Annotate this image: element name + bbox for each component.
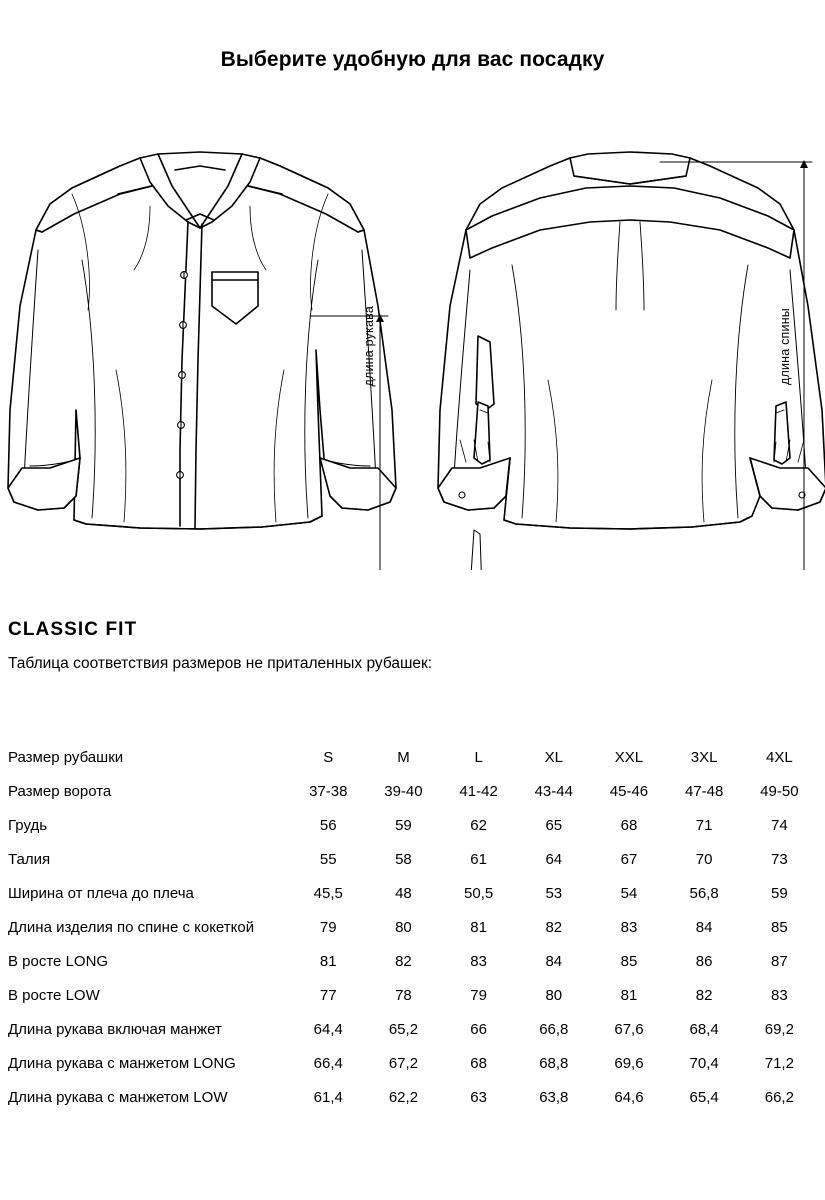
cell: 70,4 (689, 1054, 719, 1072)
table-row (8, 1012, 817, 1046)
row-label: Длина изделия по спине с кокеткой (8, 918, 255, 936)
header-cell-3xl: 3XL (690, 748, 718, 766)
cell: 66,8 (539, 1020, 569, 1038)
table-row (8, 842, 817, 876)
page-title: Выберите удобную для вас посадку (220, 48, 605, 71)
header-cell-s: S (323, 748, 334, 766)
cell: 64,4 (313, 1020, 343, 1038)
cell: 41-42 (459, 782, 498, 800)
cell: 66 (470, 1020, 487, 1038)
cell: 83 (470, 952, 487, 970)
row-label: Талия (8, 850, 51, 868)
cell: 73 (771, 850, 788, 868)
header-cell-m: M (397, 748, 410, 766)
cell: 64 (545, 850, 563, 868)
table-row (8, 910, 817, 944)
cell: 67 (620, 850, 638, 868)
cell: 81 (319, 952, 337, 970)
cell: 63,8 (539, 1088, 569, 1106)
cell: 62,2 (388, 1088, 419, 1106)
cell: 66,4 (313, 1054, 343, 1072)
cell: 81 (470, 918, 487, 936)
cell: 78 (395, 986, 412, 1004)
cell: 66,2 (764, 1088, 794, 1106)
cell: 64,6 (614, 1088, 644, 1106)
cell: 54 (620, 884, 638, 902)
cell: 56,8 (689, 884, 719, 902)
cell: 50,5 (464, 884, 494, 902)
cell: 37-38 (309, 782, 348, 800)
cell: 45,5 (313, 884, 343, 902)
cell: 82 (395, 952, 412, 970)
cell: 45-46 (609, 782, 649, 800)
cell: 68 (620, 816, 638, 834)
cell: 61,4 (313, 1088, 343, 1106)
cell: 49-50 (760, 782, 799, 800)
cell: 83 (620, 918, 638, 936)
row-label: В росте LONG (8, 952, 109, 970)
cell: 79 (319, 918, 337, 936)
cell: 69,2 (764, 1020, 794, 1038)
cell: 74 (771, 816, 788, 834)
cell: 70 (695, 850, 713, 868)
row-label: Грудь (8, 816, 48, 834)
row-label: Длина рукава с манжетом LOW (8, 1088, 228, 1106)
table-row (8, 1080, 817, 1114)
table-header-row (8, 740, 817, 774)
sleeve-length-label: длина рукава (362, 306, 376, 387)
cell: 65,2 (388, 1020, 419, 1038)
cell: 71,2 (764, 1054, 794, 1072)
size-table (8, 740, 817, 1114)
cell: 68,8 (539, 1054, 569, 1072)
cell: 55 (319, 850, 337, 868)
table-row (8, 808, 817, 842)
cell: 65 (545, 816, 563, 834)
cell: 65,4 (689, 1088, 719, 1106)
fit-description: Таблица соответствия размеров не приталенных рубашек: (8, 655, 433, 672)
fit-title: CLASSIC FIT (8, 619, 138, 640)
shirt-front-view (8, 152, 396, 529)
cell: 63 (470, 1088, 487, 1106)
cell: 85 (620, 952, 638, 970)
cell: 82 (695, 986, 713, 1004)
cell: 62 (470, 816, 487, 834)
header-cell-l: L (474, 748, 483, 766)
cell: 77 (319, 986, 337, 1004)
size-table-head (8, 740, 817, 774)
cell: 56 (319, 816, 337, 834)
cell: 48 (395, 884, 412, 902)
cell: 67,2 (388, 1054, 419, 1072)
cell: 67,6 (614, 1020, 644, 1038)
shirt-illustration (0, 110, 825, 570)
cell: 69,6 (614, 1054, 644, 1072)
header-cell-xl: XL (544, 748, 563, 766)
header-cell-xxl: XXL (614, 748, 644, 766)
size-table-body (8, 774, 817, 1114)
row-label: В росте LOW (8, 986, 100, 1004)
cell: 84 (695, 918, 713, 936)
cell: 82 (545, 918, 563, 936)
row-label: Ширина от плеча до плеча (8, 884, 194, 902)
cell: 81 (620, 986, 638, 1004)
table-row (8, 978, 817, 1012)
cell: 84 (545, 952, 563, 970)
table-row (8, 944, 817, 978)
header-cell-row-label: Размер рубашки (8, 748, 124, 766)
cell: 47-48 (684, 782, 724, 800)
cell: 39-40 (384, 782, 423, 800)
shirt-drawings (0, 110, 825, 570)
cell: 79 (470, 986, 487, 1004)
header-cell-4xl: 4XL (766, 748, 793, 766)
cell: 80 (545, 986, 563, 1004)
table-row (8, 774, 817, 808)
row-label: Длина рукава включая манжет (8, 1020, 222, 1038)
cell: 53 (545, 884, 563, 902)
cell: 83 (771, 986, 788, 1004)
back-length-label: длина спины (778, 308, 792, 385)
shirt-back-view (438, 152, 825, 570)
table-row (8, 1046, 817, 1080)
cell: 86 (695, 952, 713, 970)
cell: 68 (470, 1054, 487, 1072)
table-row (8, 876, 817, 910)
cell: 58 (395, 850, 412, 868)
cell: 59 (771, 884, 788, 902)
cell: 68,4 (689, 1020, 719, 1038)
cell: 61 (470, 850, 487, 868)
cell: 85 (771, 918, 788, 936)
row-label: Размер ворота (8, 782, 112, 800)
cell: 59 (395, 816, 412, 834)
cell: 43-44 (534, 782, 573, 800)
cell: 71 (695, 816, 713, 834)
cell: 80 (395, 918, 412, 936)
cell: 87 (771, 952, 788, 970)
row-label: Длина рукава с манжетом LONG (8, 1054, 236, 1072)
